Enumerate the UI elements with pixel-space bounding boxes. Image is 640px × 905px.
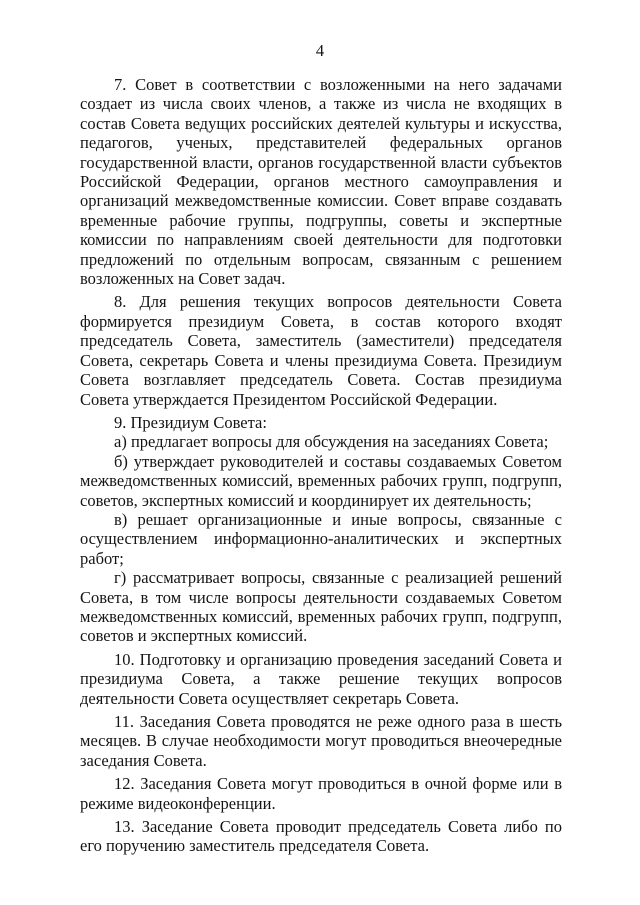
paragraph-8: 8. Для решения текущих вопросов деятельности Совета формируется президиум Совета, в состав которого входят председатель Совета, заместитель (заместители) председателя Совета, секретарь Совета и члены президиума Совета. Президиум Совета возглавляет председатель Совета. Состав президиума Совета утверждается Президентом Российской Федерации. xyxy=(80,292,562,409)
paragraph-9: 9. Президиум Совета: xyxy=(114,412,267,432)
paragraph-11: 11. Заседания Совета проводятся не реже одного раза в шесть месяцев. В случае необходимости могут проводиться внеочередные заседания Совета. xyxy=(80,712,562,770)
paragraph-12: 12. Заседания Совета могут проводиться в очной форме или в режиме видеоконференции. xyxy=(80,774,562,813)
document-body xyxy=(80,75,562,856)
paragraph-9-v: в) решает организационные и иные вопросы, связанные с осуществлением информационно-аналитических и экспертных работ; xyxy=(80,509,562,568)
page-number: 4 xyxy=(315,41,325,60)
paragraph-13: 13. Заседание Совета проводит председатель Совета либо по его поручению заместитель председателя Совета. xyxy=(80,817,562,856)
paragraph-10: 10. Подготовку и организацию проведения заседаний Совета и президиума Совета, а также решение текущих вопросов деятельности Совета осуществляет секретарь Совета. xyxy=(80,649,562,708)
paragraph-7: 7. Совет в соответствии с возложенными на него задачами создает из числа своих членов, а также из числа не входящих в состав Совета ведущих российских деятелей культуры и искусства, педагогов, ученых, представителей федеральных органов государственной власти, органов государственной власти субъектов Российской Федерации, органов местного самоуправления и организаций межведомственные комиссии. Совет вправе создавать временные рабочие группы, подгруппы, советы и экспертные комиссии по направлениям своей деятельности для подготовки предложений по отдельным вопросам, связанным с решением возложенных на Совет задач. xyxy=(80,75,562,289)
paragraph-9-g: г) рассматривает вопросы, связанные с реализацией решений Совета, в том числе вопросы деятельности создаваемых Советом межведомственных комиссий, временных рабочих групп, подгрупп, советов и экспертных комиссий. xyxy=(80,568,562,646)
paragraph-9-b: б) утверждает руководителей и составы создаваемых Советом межведомственных комиссий, временных рабочих групп, подгрупп, советов, экспертных комиссий и координирует их деятельность; xyxy=(80,451,562,510)
paragraph-9-a: а) предлагает вопросы для обсуждения на заседаниях Совета; xyxy=(114,432,549,452)
